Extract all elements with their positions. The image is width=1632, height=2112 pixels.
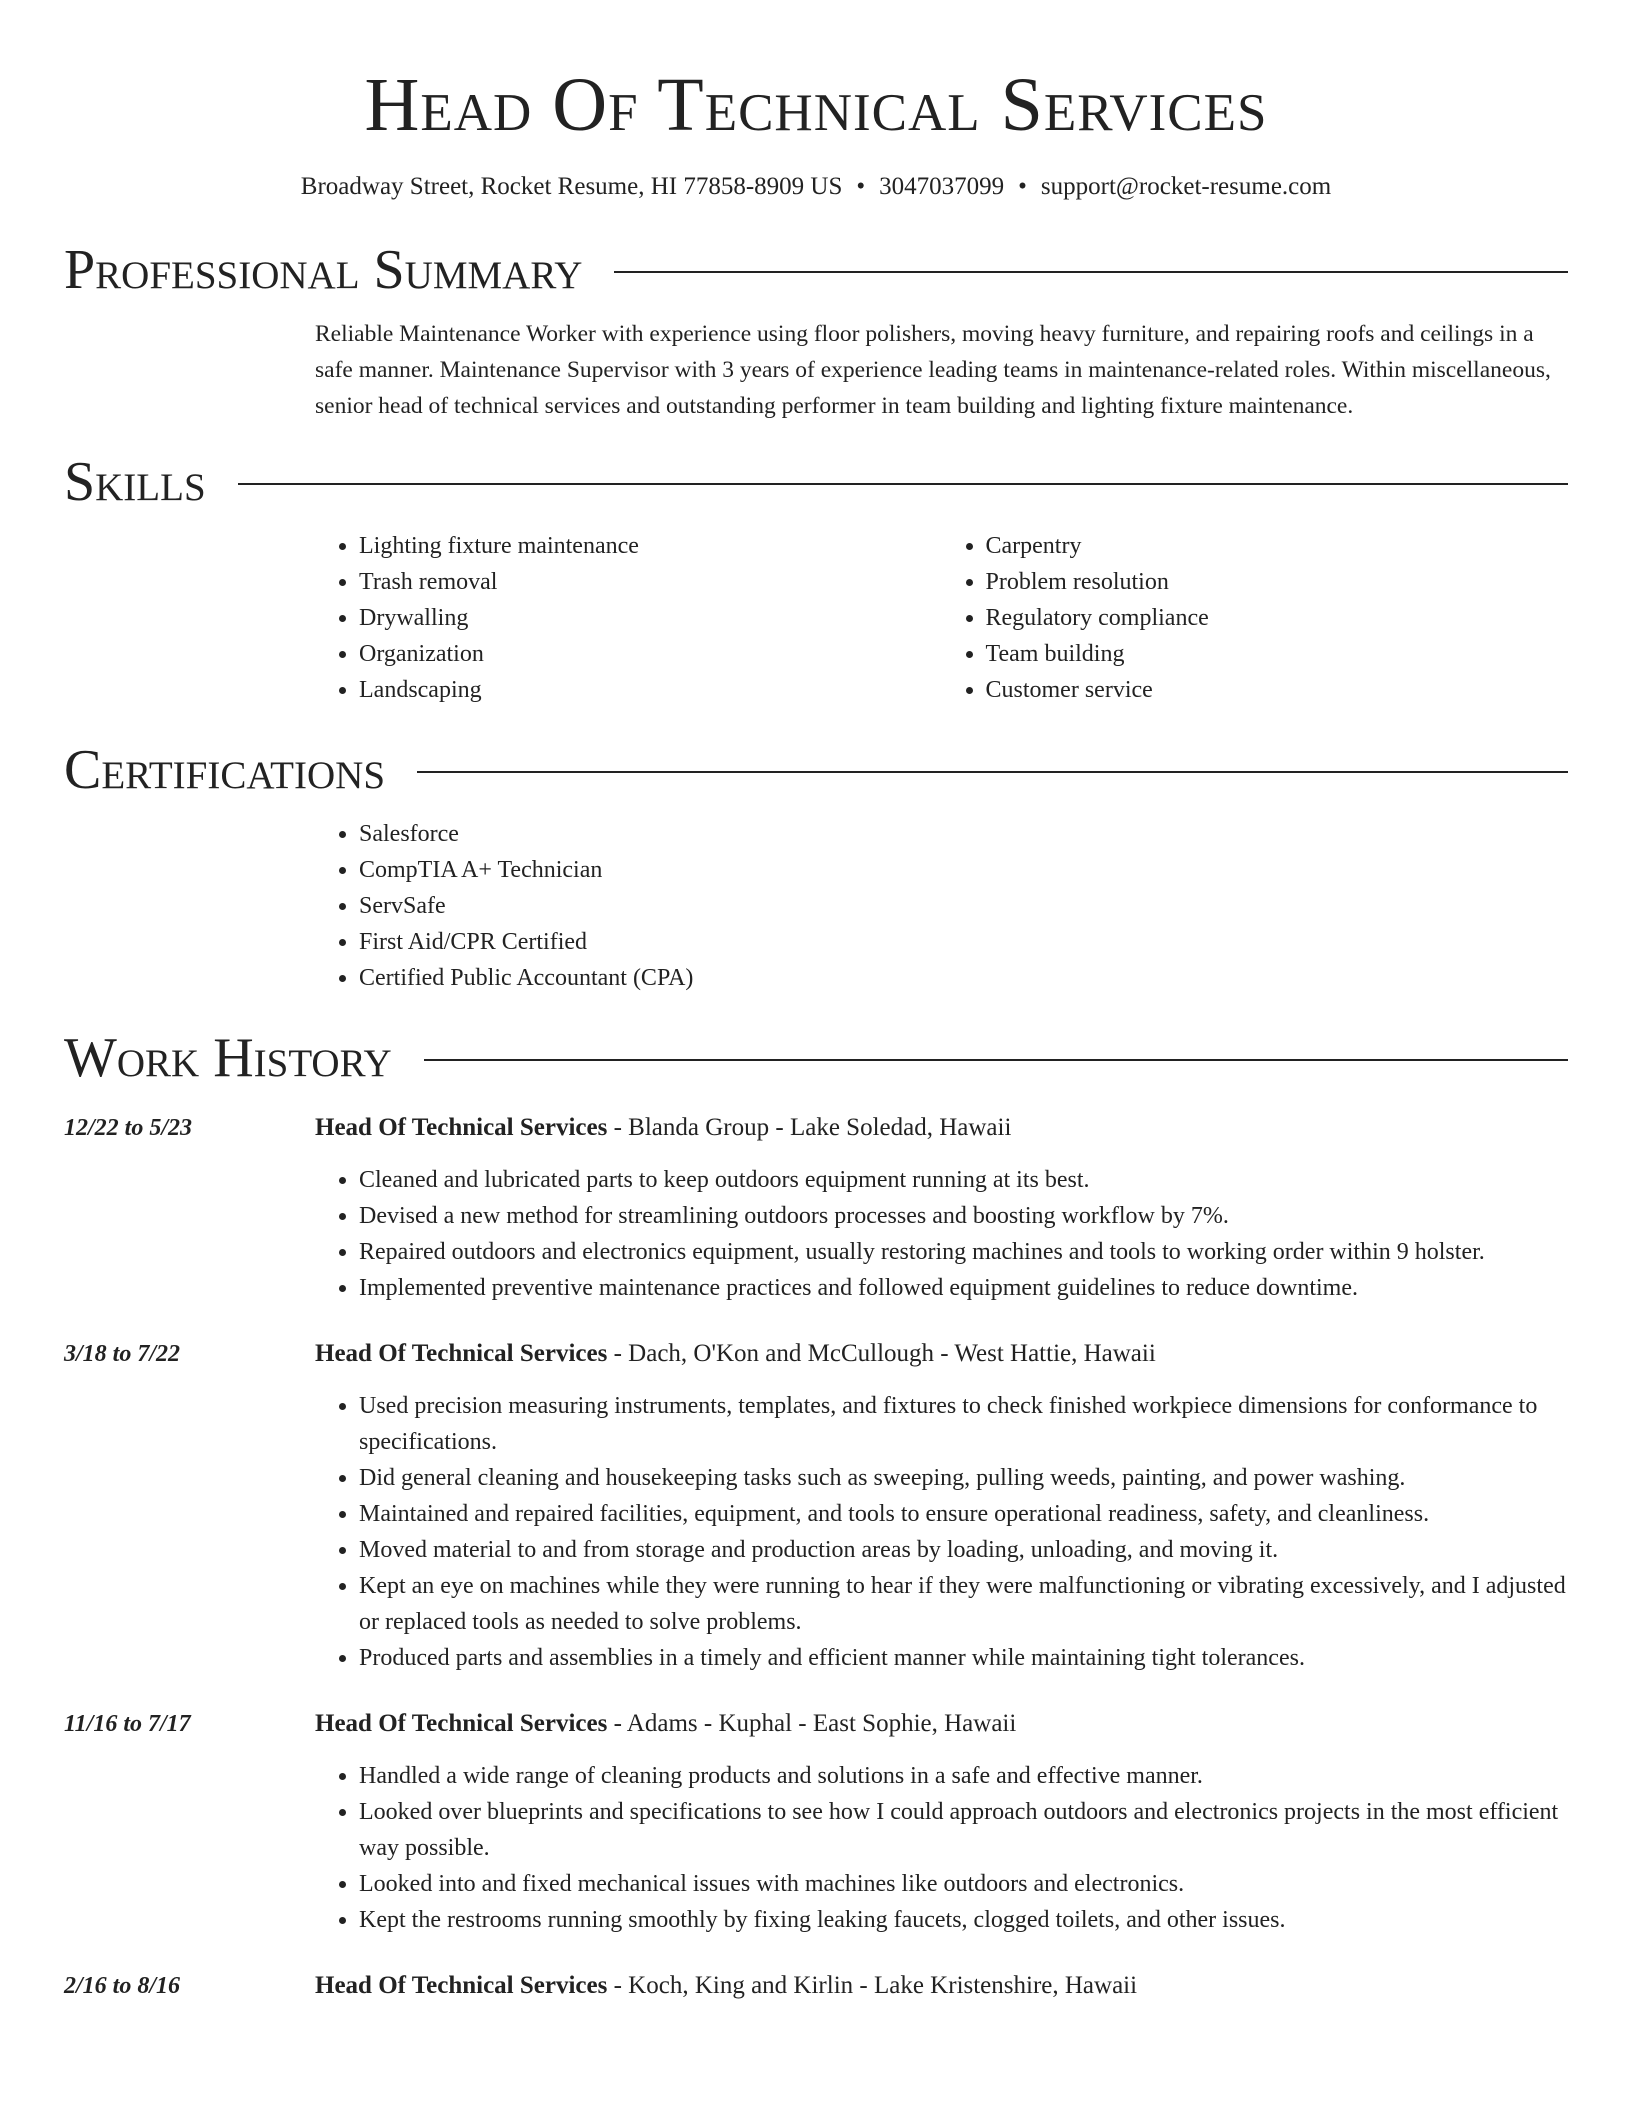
summary-title: Professional Summary (64, 239, 583, 301)
job-date: 11/16 to 7/17 (64, 1711, 191, 1737)
job-bullets (315, 1758, 1568, 1938)
certification-item: • First Aid/CPR Certified (359, 924, 1568, 960)
skill-item: • Regulatory compliance (986, 600, 1569, 636)
job-bullets (315, 1162, 1568, 1306)
summary-text: Reliable Maintenance Worker with experience using floor polishers, moving heavy furniture, and repairing roofs and ceilings in a safe manner. Maintenance Supervisor with 3 years of experience leading teams in maintenance-related roles. Within miscellaneous, senior head of technical services and outstanding performer in team building and lighting fixture maintenance. (315, 321, 1551, 419)
skill-item: • Landscaping (359, 672, 942, 708)
certification-item: • Salesforce (359, 816, 1568, 852)
job-date: 3/18 to 7/22 (64, 1341, 181, 1367)
job-details: - Dach, O'Kon and McCullough - West Hattie, Hawaii (607, 1340, 1156, 1367)
job-details: - Blanda Group - Lake Soledad, Hawaii (607, 1114, 1012, 1141)
certifications-title: Certifications (64, 739, 386, 801)
job-title (315, 1706, 1568, 1742)
job-entry (64, 1110, 1568, 1306)
skills-title: Skills (64, 451, 206, 513)
skills-section-header (64, 450, 1568, 514)
skill-item: • Trash removal (359, 564, 942, 600)
work-history-title: Work History (64, 1027, 392, 1089)
job-entry (64, 1706, 1568, 1938)
skill-item: • Lighting fixture maintenance (359, 528, 942, 564)
resume-name: Head Of Technical Services (364, 63, 1268, 147)
job-bullet: • Used precision measuring instruments, templates, and fixtures to check finished workpiece dimensions for conformance to specifications. (359, 1388, 1568, 1460)
job-title (315, 1336, 1568, 1372)
job-bullet: • Looked over blueprints and specifications to see how I could approach outdoors and electronics projects in the most efficient way possible. (359, 1794, 1568, 1866)
job-title (315, 1968, 1568, 2004)
work-history-section-header (64, 1026, 1568, 1090)
job-bullet: • Cleaned and lubricated parts to keep outdoors equipment running at its best. (359, 1162, 1568, 1198)
job-bullet: • Handled a wide range of cleaning products and solutions in a safe and effective manner. (359, 1758, 1568, 1794)
job-bullet: • Repaired outdoors and electronics equipment, usually restoring machines and tools to working order within 9 holster. (359, 1234, 1568, 1270)
skills-column-1 (315, 528, 942, 708)
job-role: Head Of Technical Services (315, 1340, 608, 1367)
contact-separator: • (1018, 173, 1027, 200)
certification-item: • Certified Public Accountant (CPA) (359, 960, 1568, 996)
contact-separator: • (856, 173, 866, 200)
job-details: - Adams - Kuphal - East Sophie, Hawaii (607, 1710, 1017, 1737)
skill-item: • Organization (359, 636, 942, 672)
certification-item: • ServSafe (359, 888, 1568, 924)
job-bullet: • Devised a new method for streamlining outdoors processes and boosting workflow by 7%. (359, 1198, 1568, 1234)
section-rule (614, 271, 1568, 273)
job-date: 2/16 to 8/16 (64, 1973, 181, 1999)
section-rule (238, 483, 1568, 485)
job-details: - Koch, King and Kirlin - Lake Kristenshire, Hawaii (607, 1972, 1138, 1999)
summary-section-header (64, 238, 1568, 302)
job-bullet: • Kept an eye on machines while they were running to hear if they were malfunctioning or vibrating excessively, and I adjusted or replaced tools as needed to solve problems. (359, 1568, 1568, 1640)
contact-line (64, 170, 1568, 204)
work-history-list (64, 1110, 1568, 2004)
skill-item: • Customer service (986, 672, 1569, 708)
job-bullet: • Looked into and fixed mechanical issues with machines like outdoors and electronics. (359, 1866, 1568, 1902)
contact-email: support@rocket-resume.com (1040, 173, 1332, 200)
job-role: Head Of Technical Services (315, 1972, 608, 1999)
skills-list (315, 528, 1568, 708)
job-bullet: • Moved material to and from storage and production areas by loading, unloading, and moving it. (359, 1532, 1568, 1568)
job-bullet: • Did general cleaning and housekeeping tasks such as sweeping, pulling weeds, painting, and power washing. (359, 1460, 1568, 1496)
skill-item: • Problem resolution (986, 564, 1569, 600)
contact-address: Broadway Street, Rocket Resume, HI 77858-8909 US (300, 173, 843, 200)
job-title (315, 1110, 1568, 1146)
job-bullet: • Implemented preventive maintenance practices and followed equipment guidelines to reduce downtime. (359, 1270, 1568, 1306)
job-entry (64, 1336, 1568, 1676)
skill-item: • Team building (986, 636, 1569, 672)
contact-phone: 3047037099 (879, 173, 1005, 200)
certifications-section-header (64, 738, 1568, 802)
job-entry (64, 1968, 1568, 2004)
certification-item: • CompTIA A+ Technician (359, 852, 1568, 888)
job-date: 12/22 to 5/23 (64, 1115, 193, 1141)
job-bullets (315, 1388, 1568, 1676)
job-role: Head Of Technical Services (315, 1710, 608, 1737)
section-rule (417, 771, 1568, 773)
job-bullet: • Produced parts and assemblies in a timely and efficient manner while maintaining tight tolerances. (359, 1640, 1568, 1676)
job-bullet: • Kept the restrooms running smoothly by fixing leaking faucets, clogged toilets, and other issues. (359, 1902, 1568, 1938)
skill-item: • Carpentry (986, 528, 1569, 564)
certifications-list (315, 816, 1568, 996)
section-rule (424, 1059, 1568, 1061)
job-bullet: • Maintained and repaired facilities, equipment, and tools to ensure operational readiness, safety, and cleanliness. (359, 1496, 1568, 1532)
job-role: Head Of Technical Services (315, 1114, 608, 1141)
skills-column-2 (942, 528, 1569, 708)
skill-item: • Drywalling (359, 600, 942, 636)
